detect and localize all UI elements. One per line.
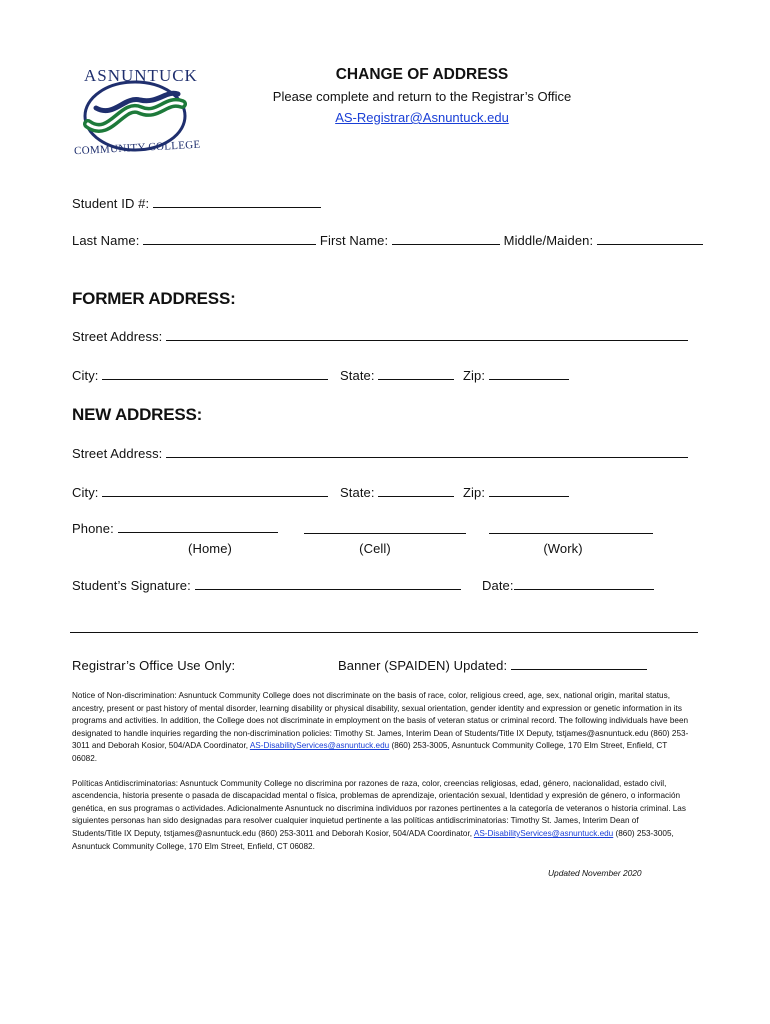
banner-field[interactable] bbox=[511, 658, 647, 670]
notice-spanish-tail: (860) 253-3005, Asnuntuck Community College, 170 Elm Street, Enfield, CT 06082. bbox=[72, 828, 674, 851]
signature-label: Student’s Signature: bbox=[72, 578, 191, 593]
new-state-row bbox=[340, 485, 454, 500]
phone-row bbox=[72, 521, 278, 536]
page-subtitle: Please complete and return to the Registrar’s Office bbox=[272, 89, 572, 104]
registrar-email-link[interactable]: AS-Registrar@Asnuntuck.edu bbox=[335, 110, 509, 125]
signature-row bbox=[72, 578, 461, 593]
new-state-field[interactable] bbox=[378, 485, 454, 497]
former-city-row bbox=[72, 368, 328, 383]
former-city-field[interactable] bbox=[102, 368, 328, 380]
first-name-field[interactable] bbox=[392, 233, 500, 245]
signature-field[interactable] bbox=[195, 578, 461, 590]
first-name-label: First Name: bbox=[319, 233, 389, 248]
office-use-label: Registrar’s Office Use Only: bbox=[72, 658, 236, 673]
former-zip-row bbox=[463, 368, 569, 383]
notice-spanish-text: Políticas Antidiscriminatorias: Asnuntuck Community College no discrimina por razones de raza, color, creencias religiosas, edad, género, nacionalidad, estado civil, ascendencia, historia presente o pasada de discapacidad mental o física, problemas de aprendizaje, orientación sexual, Identidad y expresión de género, o información genética, en sus programas o actividades. Adicionalmente Asnuntuck no discrimina individuos por razones pertinentes a la categoría de veteranos o historia criminal. Las siguientes personas han sido designadas para resolver cualquier inquietud pertinente a las políticas antidiscriminatorias: Timothy St. James, Interim Dean of Students/Title IX Deputy, tstjames@asnuntuck.edu (860) 253-3011 and Deborah Kosior, 504/ADA Coordinator, bbox=[72, 778, 686, 838]
new-address-heading: NEW ADDRESS: bbox=[72, 405, 203, 424]
phone-work-field[interactable] bbox=[489, 533, 653, 534]
phone-cell-caption: (Cell) bbox=[359, 541, 391, 556]
student-id-row bbox=[72, 196, 321, 211]
phone-home-caption: (Home) bbox=[188, 541, 232, 556]
disability-services-link-en[interactable]: AS-DisabilityServices@asnuntuck.edu bbox=[249, 741, 390, 751]
logo-line2: COMMUNITY COLLEGE bbox=[73, 138, 201, 158]
updated-date: Updated November 2020 bbox=[548, 868, 642, 878]
new-zip-row bbox=[463, 485, 569, 500]
former-city-label: City: bbox=[72, 368, 99, 383]
notice-english bbox=[72, 690, 690, 766]
new-zip-label: Zip: bbox=[463, 485, 486, 500]
former-state-field[interactable] bbox=[378, 368, 454, 380]
new-city-field[interactable] bbox=[102, 485, 328, 497]
date-field[interactable] bbox=[514, 578, 654, 590]
middle-name-label: Middle/Maiden: bbox=[503, 233, 594, 248]
logo-line1: ASNUNTUCK bbox=[84, 66, 198, 85]
middle-name-field[interactable] bbox=[597, 233, 703, 245]
last-name-label: Last Name: bbox=[72, 233, 140, 248]
disability-services-link-es[interactable]: AS-DisabilityServices@asnuntuck.edu bbox=[473, 828, 614, 838]
notice-english-tail: (860) 253-3005, Asnuntuck Community College, 170 Elm Street, Enfield, CT 06082. bbox=[72, 741, 668, 763]
new-state-label: State: bbox=[340, 485, 375, 500]
phone-cell-field[interactable] bbox=[304, 533, 466, 534]
last-name-field[interactable] bbox=[143, 233, 316, 245]
former-state-row bbox=[340, 368, 454, 383]
section-divider bbox=[70, 632, 698, 633]
notice-spanish bbox=[72, 778, 690, 854]
former-state-label: State: bbox=[340, 368, 375, 383]
new-zip-field[interactable] bbox=[489, 485, 569, 497]
name-row bbox=[72, 233, 703, 248]
former-street-label: Street Address: bbox=[72, 329, 163, 344]
phone-work-caption: (Work) bbox=[543, 541, 583, 556]
former-street-field[interactable] bbox=[166, 329, 688, 341]
banner-row bbox=[338, 658, 647, 673]
banner-label: Banner (SPAIDEN) Updated: bbox=[338, 658, 508, 673]
student-id-label: Student ID #: bbox=[72, 196, 150, 211]
former-address-heading: FORMER ADDRESS: bbox=[72, 289, 236, 308]
college-logo bbox=[70, 60, 200, 170]
date-label: Date: bbox=[482, 578, 514, 593]
new-street-label: Street Address: bbox=[72, 446, 163, 461]
date-row bbox=[482, 578, 654, 593]
phone-home-field[interactable] bbox=[118, 521, 278, 533]
notices-block bbox=[72, 690, 690, 865]
new-street-row bbox=[72, 446, 688, 461]
new-street-field[interactable] bbox=[166, 446, 688, 458]
former-zip-field[interactable] bbox=[489, 368, 569, 380]
phone-label: Phone: bbox=[72, 521, 114, 536]
former-street-row bbox=[72, 329, 688, 344]
former-zip-label: Zip: bbox=[463, 368, 486, 383]
new-city-label: City: bbox=[72, 485, 99, 500]
new-city-row bbox=[72, 485, 328, 500]
notice-english-text: Notice of Non-discrimination: Asnuntuck Community College does not discriminate on the basis of race, color, religious creed, age, sex, national origin, marital status, ancestry, present or past history of mental disorder, learning disability or physical disability, sexual orientation, gender identity and expression or genetic information in its programs and activities. In addition, the College does not discriminate in employment on the basis of veteran status or criminal record. The following individuals have been designated to handle inquiries regarding the non-discrimination policies: Timothy St. James, Interim Dean of Students/Title IX Deputy, tstjames@asnuntuck.edu (860) 253-3011 and Deborah Kosior, 504/ADA Coordinator, bbox=[72, 691, 689, 751]
student-id-field[interactable] bbox=[153, 196, 321, 208]
page-title: CHANGE OF ADDRESS bbox=[335, 66, 509, 83]
